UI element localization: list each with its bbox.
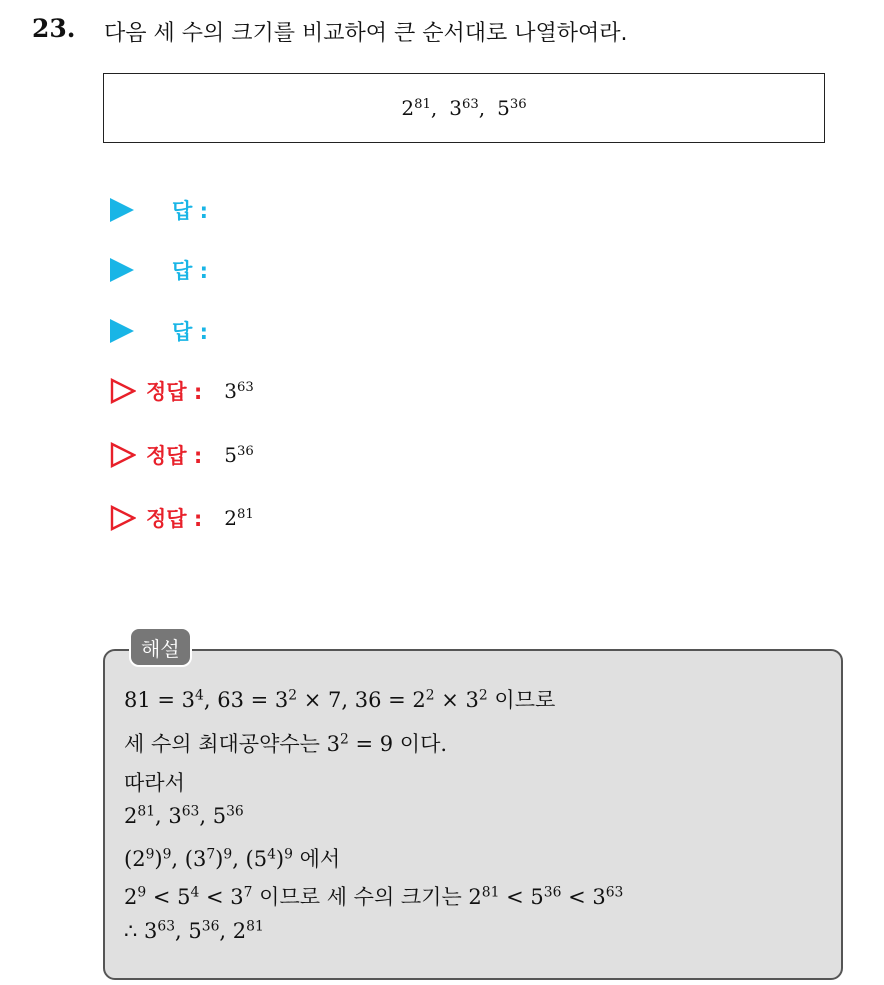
correct-answer-value: $5^{36}$ [224,443,254,467]
explanation-line-1: $81 = 3^4$, $63 = 3^2 \times 7$, $36 = 2^2 \times 3^2$ 이므로 [124,687,556,712]
answer-row-1[interactable] [110,195,208,225]
correct-answer-label: 정답 : [146,507,203,531]
given-term-1: $2^{81}$, [401,96,438,120]
correct-answer-value: $3^{63}$ [224,379,254,403]
outline-triangle-icon [110,442,136,468]
play-triangle-icon [110,198,134,222]
correct-answer-row-3 [110,503,254,533]
answer-label: 답 : [172,320,208,344]
answer-label: 답 : [172,199,208,223]
explanation-line-6: $2^9 < 5^4 < 3^7$ 이므로 세 수의 크기는 $2^{81} < 5^{36} < 3^{63}$ [124,884,624,909]
correct-answer-value: $2^{81}$ [224,506,254,530]
given-term-3: $5^{36}$ [497,96,527,120]
explanation-line-4: $2^{81}$, $3^{63}$, $5^{36}$ [124,803,244,828]
given-numbers-box [103,73,825,143]
play-triangle-icon [110,319,134,343]
outline-triangle-icon [110,378,136,404]
play-triangle-icon [110,258,134,282]
correct-answer-row-2 [110,440,254,470]
explanation-line-5: $(2^9)^9$, $(3^7)^9$, $(5^4)^9$ 에서 [124,846,341,871]
correct-answer-label: 정답 : [146,444,203,468]
explanation-line-3: 따라서 [124,771,185,795]
correct-answer-row-1 [110,376,254,406]
explanation-tab: 해설 [129,627,192,667]
given-term-2: $3^{63}$, [449,96,486,120]
question-number: 23. [32,14,76,43]
answer-row-3[interactable] [110,316,208,346]
outline-triangle-icon [110,505,136,531]
question-text: 다음 세 수의 크기를 비교하여 큰 순서대로 나열하여라. [104,21,628,46]
answer-label: 답 : [172,259,208,283]
correct-answer-label: 정답 : [146,380,203,404]
explanation-line-7: ∴ $3^{63}$, $5^{36}$, $2^{81}$ [124,918,264,943]
explanation-line-2: 세 수의 최대공약수는 $3^2 = 9$ 이다. [124,731,448,756]
answer-row-2[interactable] [110,255,208,285]
